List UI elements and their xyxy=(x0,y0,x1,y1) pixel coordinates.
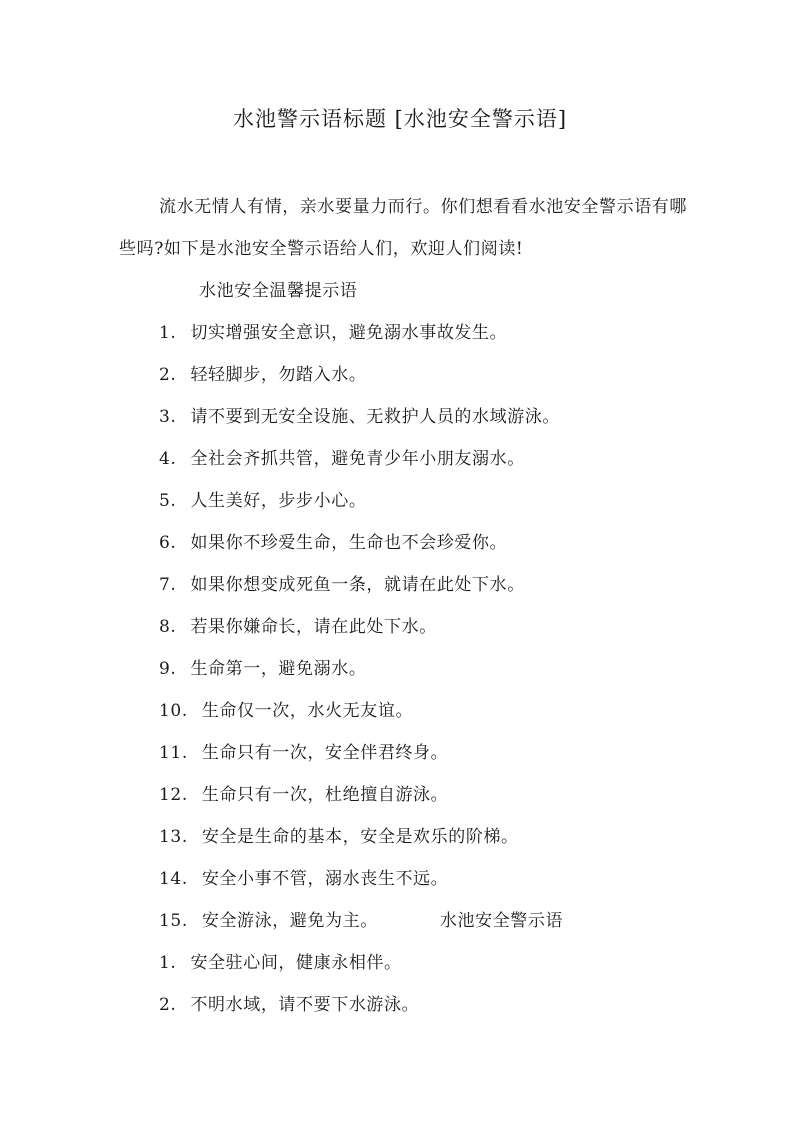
item-text: 生命只有一次，杜绝擅自游泳。 xyxy=(201,785,449,805)
item-text: 安全小事不管，溺水丧生不远。 xyxy=(201,869,449,889)
item-number: 2. xyxy=(159,365,177,385)
list-item xyxy=(159,318,507,343)
item-number: 3. xyxy=(159,407,177,427)
item-number: 10. xyxy=(159,701,188,721)
item-text: 如果你想变成死鱼一条，就请在此处下水。 xyxy=(190,575,525,595)
item-number: 7. xyxy=(159,575,177,595)
item-text: 人生美好，步步小心。 xyxy=(190,491,367,511)
section-heading-reminders: 水池安全温馨提示语 xyxy=(199,281,358,301)
list-item xyxy=(159,528,507,553)
list-item xyxy=(159,444,525,469)
item-number: 11. xyxy=(159,743,188,763)
list-item xyxy=(159,696,413,721)
item-text: 不明水域，请不要下水游泳。 xyxy=(190,995,420,1015)
item-text: 安全驻心间，健康永相伴。 xyxy=(190,953,402,973)
item-number: 13. xyxy=(159,827,188,847)
item-number: 5. xyxy=(159,491,177,511)
item-text: 安全是生命的基本，安全是欢乐的阶梯。 xyxy=(201,827,519,847)
list-item xyxy=(159,780,448,805)
item-number: 6. xyxy=(159,533,177,553)
item-text: 切实增强安全意识，避免溺水事故发生。 xyxy=(190,323,508,343)
item-text: 生命第一，避免溺水。 xyxy=(190,659,367,679)
item-text: 若果你嫌命长，请在此处下水。 xyxy=(190,617,437,637)
intro-paragraph: 流水无情人有情，亲水要量力而行。你们想看看水池安全警示语有哪些吗?如下是水池安全警示语给人们，欢迎人们阅读! xyxy=(119,197,687,259)
item-text: 轻轻脚步，勿踏入水。 xyxy=(190,365,367,385)
list-item xyxy=(159,990,419,1015)
list-item xyxy=(159,948,402,973)
list-item xyxy=(159,864,448,889)
item-number: 8. xyxy=(159,617,177,637)
item-number: 2. xyxy=(159,995,177,1015)
item-text: 请不要到无安全设施、无救护人员的水域游泳。 xyxy=(190,407,561,427)
item-text: 如果你不珍爱生命，生命也不会珍爱你。 xyxy=(190,533,508,553)
list-item xyxy=(159,906,563,931)
list-item xyxy=(159,360,366,385)
item-number: 4. xyxy=(159,449,177,469)
section-heading-warnings: 水池安全警示语 xyxy=(439,911,564,931)
list-item xyxy=(159,486,366,511)
document-title: 水池警示语标题 [水池安全警示语] xyxy=(232,107,568,131)
item-number: 1. xyxy=(159,953,177,973)
list-item xyxy=(159,654,366,679)
item-text: 生命只有一次，安全伴君终身。 xyxy=(201,743,449,763)
list-item xyxy=(159,738,448,763)
list-item xyxy=(159,822,519,847)
list-item xyxy=(159,402,560,427)
list-item xyxy=(159,570,525,595)
item-text: 全社会齐抓共管，避免青少年小朋友溺水。 xyxy=(190,449,525,469)
item-number: 15. xyxy=(159,911,188,931)
item-text: 安全游泳，避免为主。 xyxy=(201,911,378,931)
item-text: 生命仅一次，水火无友谊。 xyxy=(201,701,414,721)
item-number: 9. xyxy=(159,659,177,679)
item-number: 12. xyxy=(159,785,188,805)
list-item xyxy=(159,612,437,637)
item-number: 1. xyxy=(159,323,177,343)
item-number: 14. xyxy=(159,869,188,889)
